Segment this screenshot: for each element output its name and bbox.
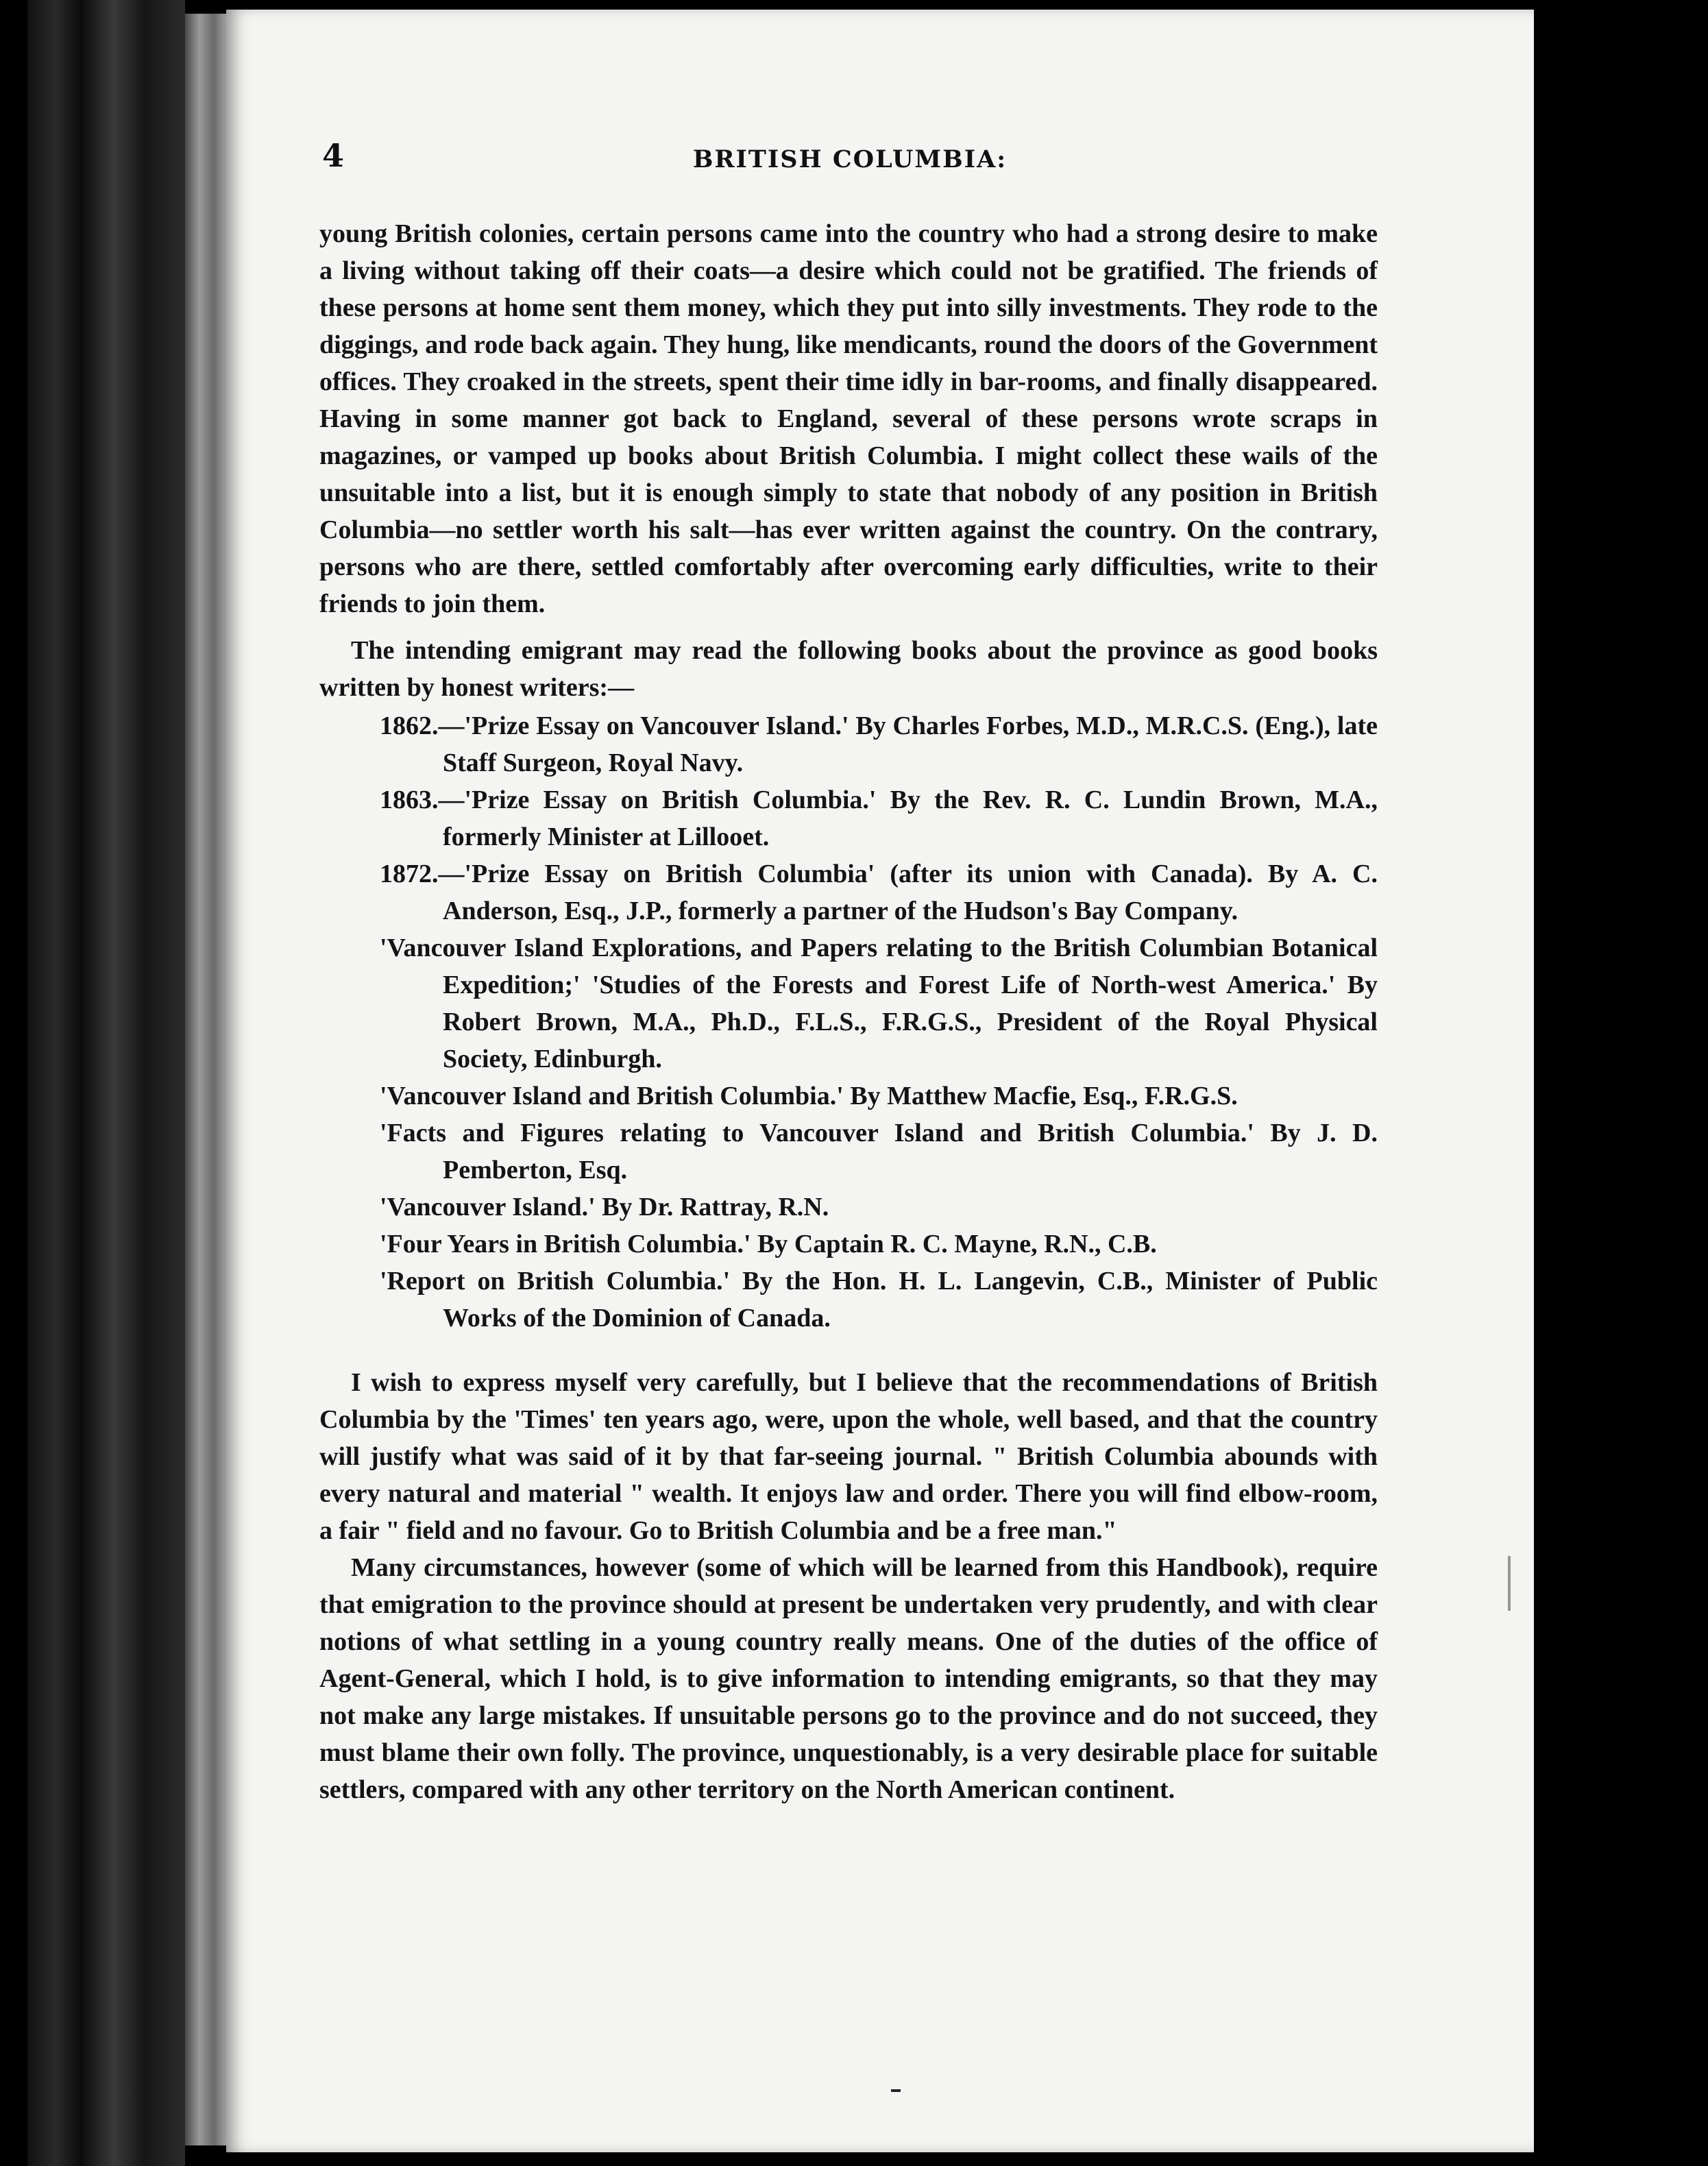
paragraph-1: young British colonies, certain persons came into the country who had a strong desire to make a living without taking off their coats—a desire which could not be gratified. The friends of these persons at home sent them money, which they put into silly investments. They rode to the diggings, and rode back again. They hung, like mendicants, round the doors of the Government offices. They croaked in the streets, spent their time idly in bar-rooms, and finally disappeared. Having in some manner got back to England, several of these persons wrote scraps in magazines, or vamped up books about British Columbia. I might collect these wails of the unsuitable into a list, but it is enough simply to state that nobody of any position in British Columbia—no settler worth his salt—has ever written against the country. On the contrary, persons who are there, settled comfortably after overcoming early difficulties, write to their friends to join them. (319, 219, 1378, 618)
book-spine (27, 0, 185, 2166)
book-item: 1872.—'Prize Essay on British Columbia' (after its union with Canada). By A. C. Anderson, Esq., J.P., formerly a partner of the Hudson's Bay Company. (380, 860, 1378, 925)
paragraph-2: The intending emigrant may read the following books about the province as good books written by honest writers:— (319, 636, 1378, 702)
page-body (319, 215, 1378, 1808)
book-item: 'Vancouver Island and British Columbia.' By Matthew Macfie, Esq., F.R.G.S. (380, 1082, 1238, 1110)
book-item: 'Vancouver Island Explorations, and Papers relating to the British Columbian Botanical Expedition;' 'Studies of the Forests and Forest Life of North-west America.' By Robert Brown, M.A., Ph.D., F.L.S., F.R.G.S., President of the Royal Physical Society, Edinburgh. (380, 934, 1378, 1073)
book-list (319, 707, 1378, 1337)
page-number: 4 (322, 137, 345, 174)
book-item: 1862.—'Prize Essay on Vancouver Island.' By Charles Forbes, M.D., M.R.C.S. (Eng.), late Staff Surgeon, Royal Navy. (380, 711, 1378, 777)
book-item: 'Four Years in British Columbia.' By Captain R. C. Mayne, R.N., C.B. (380, 1230, 1157, 1258)
book-item: 'Vancouver Island.' By Dr. Rattray, R.N. (380, 1193, 829, 1221)
margin-mark (1508, 1556, 1511, 1611)
paragraph-3: I wish to express myself very carefully, but I believe that the recommendations of British Columbia by the 'Times' ten years ago, were, upon the whole, well based, and that the country will justify what was said of it by that far-seeing journal. " British Columbia abounds with every natural and material " wealth. It enjoys law and order. There you will find elbow-room, a fair " field and no favour. Go to British Columbia and be a free man." (319, 1368, 1378, 1545)
book-item: 'Report on British Columbia.' By the Hon. H. L. Langevin, C.B., Minister of Public Works of the Dominion of Canada. (380, 1267, 1378, 1333)
book-item: 1863.—'Prize Essay on British Columbia.' By the Rev. R. C. Lundin Brown, M.A., formerly Minister at Lillooet. (380, 786, 1378, 851)
footer-mark (891, 2089, 901, 2092)
book-item: 'Facts and Figures relating to Vancouver Island and British Columbia.' By J. D. Pemberton, Esq. (380, 1119, 1378, 1184)
page-header (322, 137, 1378, 182)
running-head: BRITISH COLUMBIA: (692, 145, 1008, 173)
paragraph-4: Many circumstances, however (some of which will be learned from this Handbook), require that emigration to the province should at present be undertaken very prudently, and with clear notions of what settling in a young country really means. One of the duties of the office of Agent-General, which I hold, is to give information to intending emigrants, so that they may not make any large mistakes. If unsuitable persons go to the province and do not succeed, they must blame their own folly. The province, unquestionably, is a very desirable place for suitable settlers, compared with any other territory on the North American continent. (319, 1553, 1378, 1804)
